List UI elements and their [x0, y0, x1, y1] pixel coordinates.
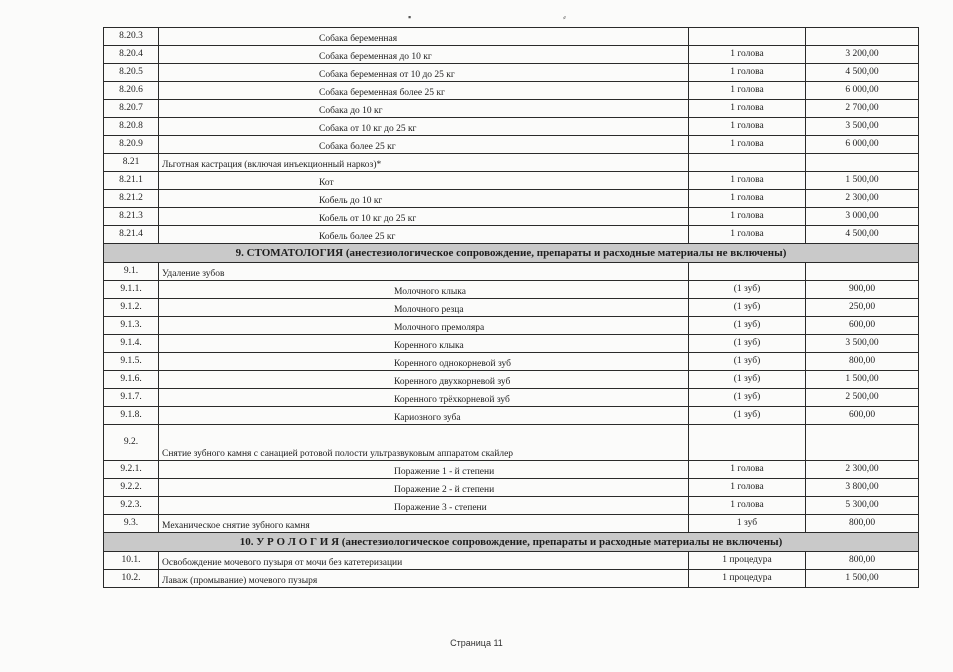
service-code: 9.1.3.	[104, 317, 159, 335]
service-name: Собака беременная более 25 кг	[159, 82, 689, 100]
service-name: Освобождение мочевого пузыря от мочи без катетеризации	[159, 552, 689, 570]
service-name: Поражение 2 - й степени	[159, 479, 689, 497]
service-code: 8.20.6	[104, 82, 159, 100]
service-price: 800,00	[806, 515, 919, 533]
section-header-row	[104, 533, 919, 552]
service-code: 10.1.	[104, 552, 159, 570]
service-unit: 1 голова	[689, 479, 806, 497]
service-name: Молочного клыка	[159, 281, 689, 299]
service-unit: 1 голова	[689, 190, 806, 208]
service-unit: 1 голова	[689, 226, 806, 244]
service-code: 8.20.9	[104, 136, 159, 154]
service-name: Поражение 1 - й степени	[159, 461, 689, 479]
service-price: 6 000,00	[806, 82, 919, 100]
service-name: Собака до 10 кг	[159, 100, 689, 118]
service-code: 8.21.3	[104, 208, 159, 226]
table-row	[104, 172, 919, 190]
service-price: 2 300,00	[806, 190, 919, 208]
service-unit: (1 зуб)	[689, 299, 806, 317]
service-price: 2 500,00	[806, 389, 919, 407]
service-code: 8.20.7	[104, 100, 159, 118]
service-name: Собака беременная от 10 до 25 кг	[159, 64, 689, 82]
service-unit	[689, 425, 806, 461]
service-price: 3 800,00	[806, 479, 919, 497]
table-row	[104, 208, 919, 226]
service-code: 9.1.6.	[104, 371, 159, 389]
service-code: 8.20.3	[104, 28, 159, 46]
table-row	[104, 299, 919, 317]
service-name: Механическое снятие зубного камня	[159, 515, 689, 533]
service-price: 3 200,00	[806, 46, 919, 64]
service-name: Собака от 10 кг до 25 кг	[159, 118, 689, 136]
service-code: 9.1.7.	[104, 389, 159, 407]
service-unit	[689, 263, 806, 281]
table-row	[104, 353, 919, 371]
service-name: Собака беременная до 10 кг	[159, 46, 689, 64]
scan-speck: ⸗	[563, 12, 566, 22]
table-row	[104, 371, 919, 389]
service-code: 9.1.4.	[104, 335, 159, 353]
service-name: Собака более 25 кг	[159, 136, 689, 154]
service-unit: 1 процедура	[689, 552, 806, 570]
service-price: 250,00	[806, 299, 919, 317]
service-code: 9.2.2.	[104, 479, 159, 497]
service-price: 800,00	[806, 353, 919, 371]
service-name: Коренного двухкорневой зуб	[159, 371, 689, 389]
service-code: 9.2.	[104, 425, 159, 461]
service-name: Кобель более 25 кг	[159, 226, 689, 244]
service-unit: 1 голова	[689, 64, 806, 82]
table-row	[104, 263, 919, 281]
service-name: Коренного клыка	[159, 335, 689, 353]
table-row	[104, 570, 919, 588]
table-row	[104, 407, 919, 425]
service-code: 8.21.2	[104, 190, 159, 208]
table-row	[104, 425, 919, 461]
service-name: Кот	[159, 172, 689, 190]
table-row	[104, 64, 919, 82]
table-row	[104, 479, 919, 497]
service-price: 3 000,00	[806, 208, 919, 226]
table-row	[104, 118, 919, 136]
table-row	[104, 461, 919, 479]
service-price: 3 500,00	[806, 335, 919, 353]
service-code: 8.21	[104, 154, 159, 172]
table-row	[104, 100, 919, 118]
service-code: 8.20.5	[104, 64, 159, 82]
service-name: Кобель до 10 кг	[159, 190, 689, 208]
service-name: Льготная кастрация (включая инъекционный наркоз)*	[159, 154, 689, 172]
table-row	[104, 335, 919, 353]
service-name: Коренного трёхкорневой зуб	[159, 389, 689, 407]
service-name: Лаваж (промывание) мочевого пузыря	[159, 570, 689, 588]
price-table	[103, 27, 919, 588]
table-row	[104, 28, 919, 46]
service-code: 8.21.4	[104, 226, 159, 244]
service-price: 1 500,00	[806, 172, 919, 190]
service-unit: 1 голова	[689, 46, 806, 64]
service-price	[806, 425, 919, 461]
section-title: 10. У Р О Л О Г И Я (анестезиологическое сопровождение, препараты и расходные материалы не включены)	[104, 533, 919, 552]
service-price: 2 300,00	[806, 461, 919, 479]
service-unit: 1 голова	[689, 497, 806, 515]
table-row	[104, 46, 919, 64]
service-unit: 1 процедура	[689, 570, 806, 588]
service-code: 8.21.1	[104, 172, 159, 190]
service-name: Собака беременная	[159, 28, 689, 46]
table-row	[104, 497, 919, 515]
service-price	[806, 28, 919, 46]
service-unit: 1 голова	[689, 82, 806, 100]
service-code: 9.2.1.	[104, 461, 159, 479]
table-row	[104, 552, 919, 570]
service-price	[806, 154, 919, 172]
service-unit: (1 зуб)	[689, 335, 806, 353]
service-unit: 1 голова	[689, 100, 806, 118]
service-code: 10.2.	[104, 570, 159, 588]
service-price: 6 000,00	[806, 136, 919, 154]
service-price: 4 500,00	[806, 64, 919, 82]
service-unit: 1 голова	[689, 172, 806, 190]
service-name: Молочного резца	[159, 299, 689, 317]
table-row	[104, 154, 919, 172]
service-price	[806, 263, 919, 281]
service-unit: 1 голова	[689, 118, 806, 136]
table-row	[104, 389, 919, 407]
service-price: 900,00	[806, 281, 919, 299]
table-row	[104, 281, 919, 299]
section-header-row	[104, 244, 919, 263]
service-price: 1 500,00	[806, 371, 919, 389]
service-code: 9.1.1.	[104, 281, 159, 299]
table-row	[104, 317, 919, 335]
service-price: 3 500,00	[806, 118, 919, 136]
service-name: Молочного премоляра	[159, 317, 689, 335]
service-unit	[689, 154, 806, 172]
service-code: 9.1.5.	[104, 353, 159, 371]
service-price: 2 700,00	[806, 100, 919, 118]
table-row	[104, 82, 919, 100]
service-name: Кобель от 10 кг до 25 кг	[159, 208, 689, 226]
service-unit: (1 зуб)	[689, 371, 806, 389]
table-row	[104, 226, 919, 244]
service-name: Коренного однокорневой зуб	[159, 353, 689, 371]
service-price: 5 300,00	[806, 497, 919, 515]
service-price: 1 500,00	[806, 570, 919, 588]
page-number: Страница 11	[450, 638, 503, 648]
table-row	[104, 190, 919, 208]
service-code: 9.2.3.	[104, 497, 159, 515]
service-unit: (1 зуб)	[689, 389, 806, 407]
service-code: 9.1.2.	[104, 299, 159, 317]
service-code: 9.1.	[104, 263, 159, 281]
service-unit: (1 зуб)	[689, 353, 806, 371]
scan-speck: ▪	[408, 12, 412, 22]
service-code: 8.20.4	[104, 46, 159, 64]
service-unit: (1 зуб)	[689, 407, 806, 425]
service-unit: 1 голова	[689, 136, 806, 154]
service-code: 9.3.	[104, 515, 159, 533]
price-table-body	[104, 28, 919, 588]
service-unit: 1 зуб	[689, 515, 806, 533]
service-unit: 1 голова	[689, 208, 806, 226]
service-name: Поражение 3 - степени	[159, 497, 689, 515]
service-price: 800,00	[806, 552, 919, 570]
service-code: 9.1.8.	[104, 407, 159, 425]
service-unit	[689, 28, 806, 46]
service-name: Снятие зубного камня с санацией ротовой полости ультразвуковым аппаратом скайлер	[159, 425, 689, 461]
service-unit: (1 зуб)	[689, 281, 806, 299]
table-row	[104, 515, 919, 533]
service-price: 4 500,00	[806, 226, 919, 244]
table-row	[104, 136, 919, 154]
service-unit: 1 голова	[689, 461, 806, 479]
service-price: 600,00	[806, 317, 919, 335]
service-name: Удаление зубов	[159, 263, 689, 281]
service-code: 8.20.8	[104, 118, 159, 136]
service-unit: (1 зуб)	[689, 317, 806, 335]
service-price: 600,00	[806, 407, 919, 425]
service-name: Кариозного зуба	[159, 407, 689, 425]
section-title: 9. СТОМАТОЛОГИЯ (анестезиологическое сопровождение, препараты и расходные материалы не включены)	[104, 244, 919, 263]
